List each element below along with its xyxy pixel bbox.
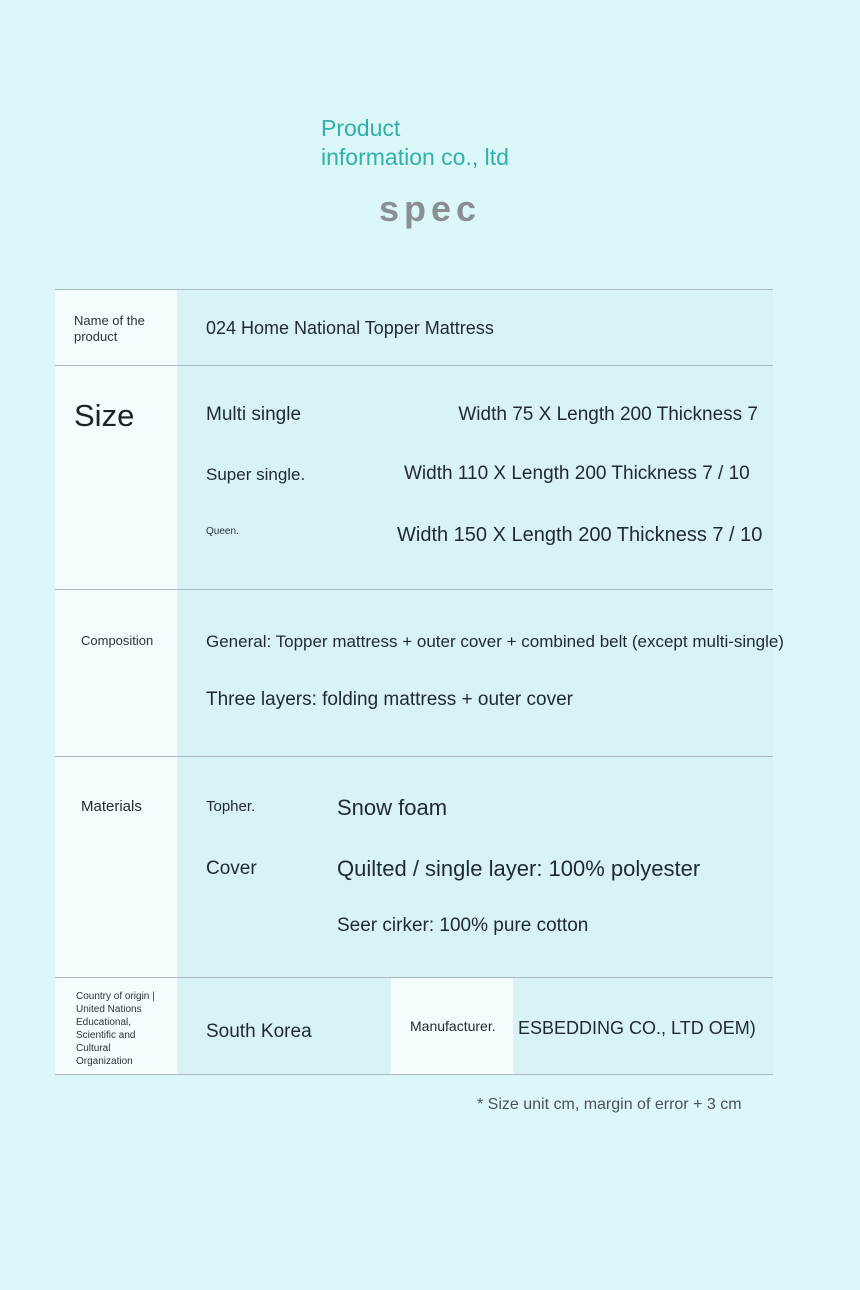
size-row-name: Multi single (206, 404, 302, 425)
table-rule (55, 289, 773, 290)
table-rule (55, 365, 773, 366)
composition-label: Composition (81, 633, 154, 648)
size-row-dims: Width 110 X Length 200 Thickness 7 / 10 (404, 463, 750, 484)
heading-line-1: Product (321, 115, 401, 141)
size-row-name: Queen. (206, 526, 239, 537)
size-row-name: Super single. (206, 465, 306, 484)
footnote: * Size unit cm, margin of error + 3 cm (477, 1096, 742, 1113)
manufacturer-value: ESBEDDING CO., LTD OEM) (518, 1018, 756, 1038)
table-rule (55, 589, 773, 590)
composition-line: General: Topper mattress + outer cover + combined belt (except multi-single) (206, 632, 784, 651)
cover-value-secondary: Seer cirker: 100% pure cotton (337, 915, 589, 936)
size-row-dims: Width 75 X Length 200 Thickness 7 (458, 404, 758, 425)
size-row-dims: Width 150 X Length 200 Thickness 7 / 10 (397, 524, 763, 546)
cover-value: Quilted / single layer: 100% polyester (337, 856, 701, 881)
table-rule (55, 756, 773, 757)
origin-label: Country of origin | United Nations Educational, Scientific and Cultural Organization (76, 991, 155, 1067)
page-heading (321, 114, 509, 172)
spec-title: spec (378, 188, 482, 229)
origin-value: South Korea (206, 1021, 312, 1042)
product-name-label: Name of the product (74, 313, 145, 344)
table-rule (55, 1074, 773, 1075)
topper-value: Snow foam (337, 795, 448, 820)
manufacturer-label: Manufacturer. (410, 1018, 496, 1034)
cover-label: Cover (206, 858, 257, 879)
product-name-value: 024 Home National Topper Mattress (206, 318, 494, 338)
topper-label: Topher. (206, 798, 256, 815)
composition-line: Three layers: folding mattress + outer cover (206, 689, 573, 710)
size-label: Size (74, 398, 135, 433)
heading-line-2: information co., ltd (321, 144, 509, 170)
materials-label: Materials (81, 798, 142, 815)
